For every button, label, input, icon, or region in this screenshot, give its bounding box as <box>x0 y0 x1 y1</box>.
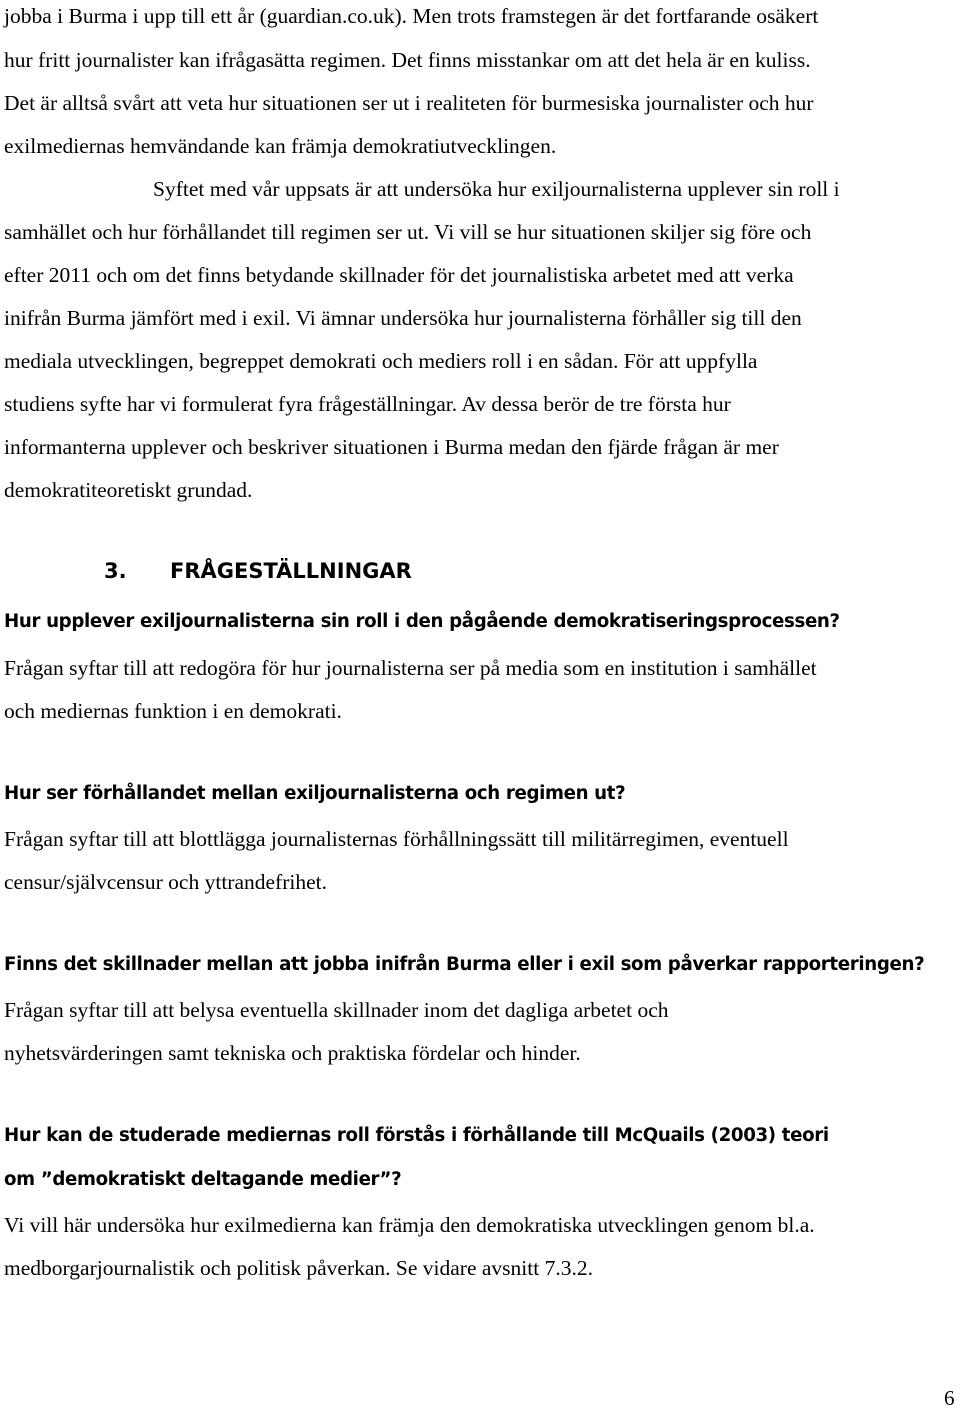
section-title: FRÅGESTÄLLNINGAR <box>170 559 412 583</box>
answer-line: Frågan syftar till att redogöra för hur journalisterna ser på media som en institution i samhället <box>4 656 817 680</box>
question-heading: om ”demokratiskt deltagande medier”? <box>4 1169 402 1190</box>
text-line: samhället och hur förhållandet till regimen ser ut. Vi vill se hur situationen skiljer sig före och <box>4 220 812 244</box>
text-line: Det är alltså svårt att veta hur situationen ser ut i realiteten för burmesiska journalister och hur <box>4 91 814 115</box>
question-heading: Hur upplever exiljournalisterna sin roll i den pågående demokratiseringsprocessen? <box>4 611 840 632</box>
answer-line: medborgarjournalistik och politisk påverkan. Se vidare avsnitt 7.3.2. <box>4 1256 593 1280</box>
section-number: 3. <box>104 559 127 583</box>
text-line: mediala utvecklingen, begreppet demokrati och mediers roll i en sådan. För att uppfylla <box>4 349 758 373</box>
question-heading: Finns det skillnader mellan att jobba inifrån Burma eller i exil som påverkar rapporteringen? <box>4 954 925 975</box>
answer-line: och mediernas funktion i en demokrati. <box>4 699 342 723</box>
answer-line: Vi vill här undersöka hur exilmedierna kan främja den demokratiska utvecklingen genom bl.a. <box>4 1213 815 1237</box>
text-line: efter 2011 och om det finns betydande skillnader för det journalistiska arbetet med att verka <box>4 263 794 287</box>
page-number: 6 <box>944 1386 955 1410</box>
answer-line: censur/självcensur och yttrandefrihet. <box>4 870 327 894</box>
answer-line: nyhetsvärderingen samt tekniska och praktiska fördelar och hinder. <box>4 1041 581 1065</box>
text-line: demokratiteoretiskt grundad. <box>4 478 253 502</box>
text-line: exilmediernas hemvändande kan främja demokratiutvecklingen. <box>4 134 557 158</box>
answer-line: Frågan syftar till att blottlägga journalisternas förhållningssätt till militärregimen, eventuell <box>4 827 789 851</box>
question-heading: Hur kan de studerade mediernas roll förstås i förhållande till McQuails (2003) teori <box>4 1125 829 1146</box>
text-line: informanterna upplever och beskriver situationen i Burma medan den fjärde frågan är mer <box>4 435 779 459</box>
question-heading: Hur ser förhållandet mellan exiljournalisterna och regimen ut? <box>4 783 626 804</box>
answer-line: Frågan syftar till att belysa eventuella skillnader inom det dagliga arbetet och <box>4 998 669 1022</box>
text-line: hur fritt journalister kan ifrågasätta regimen. Det finns misstankar om att det hela är en kuliss. <box>4 48 811 72</box>
text-line: Syftet med vår uppsats är att undersöka hur exiljournalisterna upplever sin roll i <box>153 177 840 201</box>
text-line: inifrån Burma jämfört med i exil. Vi ämnar undersöka hur journalisterna förhåller sig till den <box>4 306 802 330</box>
text-line: jobba i Burma i upp till ett år (guardian.co.uk). Men trots framstegen är det fortfarande osäkert <box>4 4 819 28</box>
section-heading <box>104 556 412 586</box>
text-line: studiens syfte har vi formulerat fyra frågeställningar. Av dessa berör de tre första hur <box>4 392 731 416</box>
